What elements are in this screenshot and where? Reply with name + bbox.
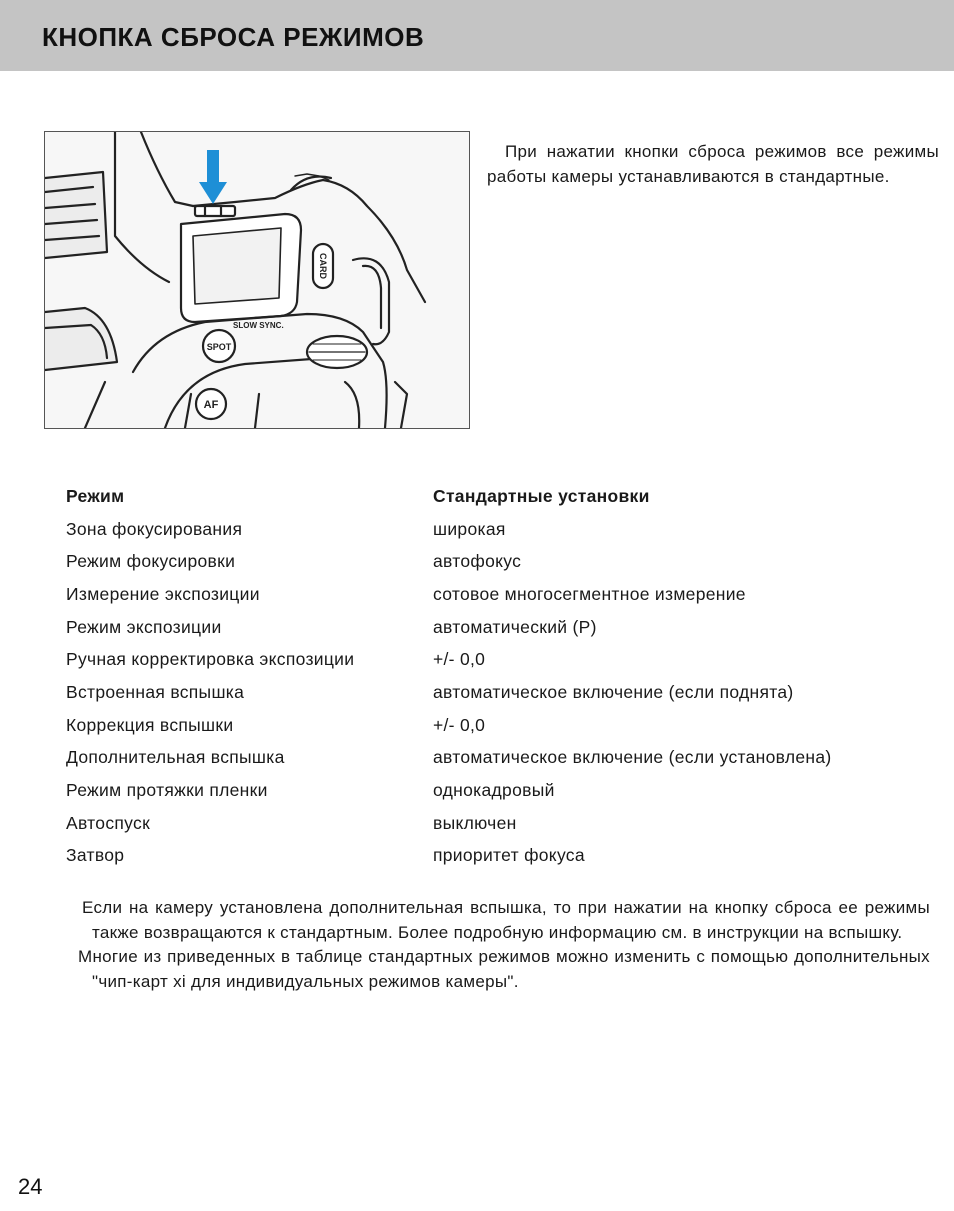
- row-default: автофокус: [433, 551, 522, 572]
- reset-arrow: [199, 150, 227, 204]
- row-mode: Дополнительная вспышка: [66, 747, 285, 768]
- row-default: приоритет фокуса: [433, 845, 585, 866]
- camera-illustration: [44, 131, 470, 429]
- table-row: [66, 774, 926, 807]
- row-mode: Коррекция вспышки: [66, 714, 234, 735]
- row-mode: Измерение экспозиции: [66, 583, 260, 604]
- table-row: [66, 611, 926, 644]
- row-default: автоматический (Р): [433, 616, 597, 637]
- table-row: [66, 840, 926, 873]
- row-mode: Режим экспозиции: [66, 616, 222, 637]
- column-header-default: Стандартные установки: [433, 485, 650, 506]
- table-row: [66, 643, 926, 676]
- row-default: однокадровый: [433, 780, 555, 801]
- row-default: автоматическое включение (если установлена): [433, 747, 832, 768]
- row-default: широкая: [433, 518, 506, 539]
- page-title: КНОПКА СБРОСА РЕЖИМОВ: [42, 22, 425, 52]
- row-default: автоматическое включение (если поднята): [433, 681, 794, 702]
- table-row: [66, 676, 926, 709]
- row-mode: Режим протяжки пленки: [66, 780, 268, 801]
- row-default: +/- 0,0: [433, 649, 486, 670]
- table-row: [66, 513, 926, 546]
- intro-paragraph: При нажатии кнопки сброса режимов все режимы работы камеры устанавливаются в стандартные.: [487, 142, 939, 186]
- row-mode: Встроенная вспышка: [66, 681, 245, 702]
- row-default: выключен: [433, 812, 517, 833]
- row-default: +/- 0,0: [433, 714, 486, 735]
- prism-left-edge: [115, 132, 169, 282]
- card-label: CARD: [318, 253, 328, 279]
- note-flash: Если на камеру установлена дополнительная вспышка, то при нажатии на кнопку сброса ее режимы также возвращаются к стандартным. Более подробную информацию см. в инструкции на вспышку.: [82, 898, 930, 942]
- row-default: сотовое многосегментное измерение: [433, 583, 746, 604]
- note-chip-cards: Многие из приведенных в таблице стандартных режимов можно изменить с помощью дополнительных "чип-карт xi для индивидуальных режимов камеры".: [78, 947, 930, 991]
- table-row: [66, 709, 926, 742]
- table-row: [66, 807, 926, 840]
- table-row: [66, 742, 926, 775]
- row-mode: Автоспуск: [66, 812, 151, 833]
- table-row: [66, 578, 926, 611]
- slow-sync-label: SLOW SYNC.: [233, 321, 284, 330]
- row-mode: Ручная корректировка экспозиции: [66, 649, 355, 670]
- column-header-mode: Режим: [66, 485, 125, 506]
- notes-section: [78, 896, 930, 994]
- header-bar: [0, 0, 954, 71]
- row-mode: Затвор: [66, 845, 125, 866]
- eyecup: [45, 308, 117, 370]
- lcd-screen: [193, 228, 281, 304]
- grip: [353, 258, 389, 344]
- camera-drawing: [45, 132, 469, 428]
- table-row: [66, 545, 926, 578]
- settings-table: [66, 480, 926, 872]
- page-number: 24: [18, 1174, 43, 1199]
- af-label: AF: [203, 399, 219, 411]
- viewfinder-block: [45, 172, 107, 258]
- reset-button: [195, 206, 235, 216]
- table-header-row: [66, 480, 926, 513]
- row-mode: Зона фокусирования: [66, 518, 243, 539]
- spot-label: SPOT: [206, 342, 232, 352]
- row-mode: Режим фокусировки: [66, 551, 236, 572]
